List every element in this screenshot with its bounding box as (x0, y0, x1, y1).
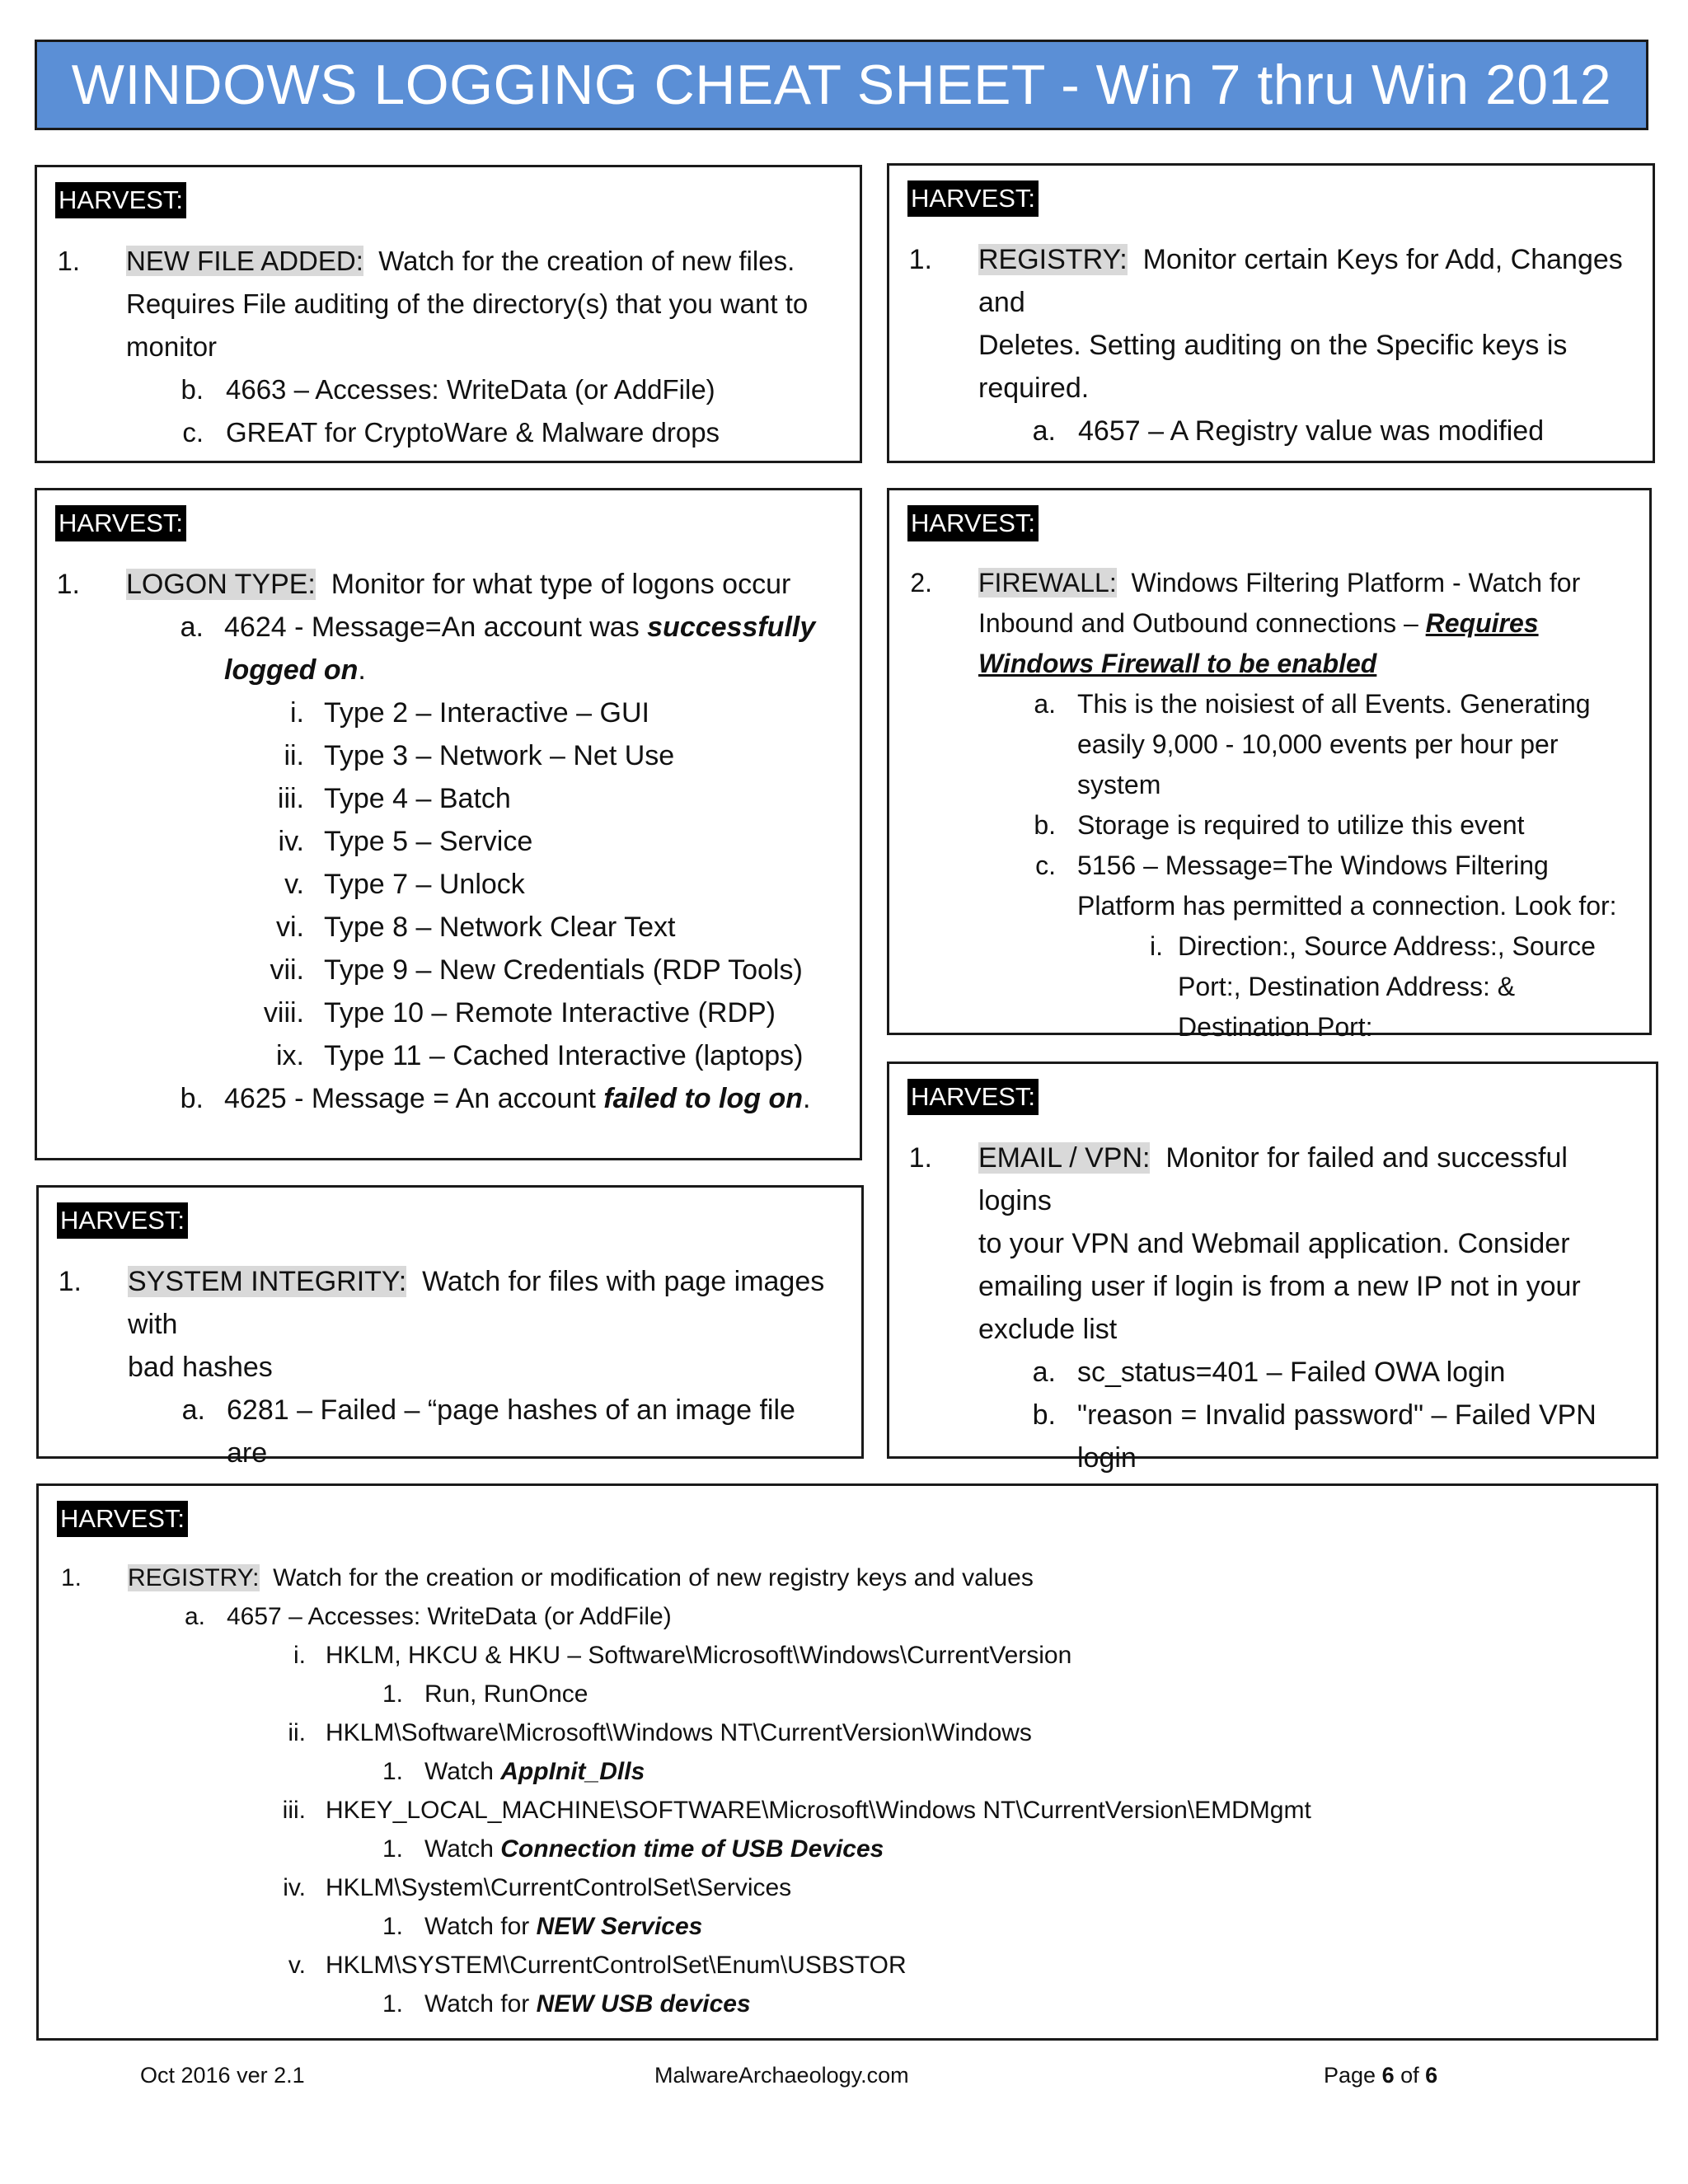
list-item: 1. NEW FILE ADDED: Watch for the creation of new files. Requires File auditing of the directory(s) that you want to monitor (57, 246, 809, 362)
page-title: WINDOWS LOGGING CHEAT SHEET - Win 7 thru Win 2012 (35, 40, 1648, 130)
logon-type-item: iii. Type 4 – Batch (277, 783, 511, 814)
harvest-label: HARVEST: (55, 505, 186, 541)
list (907, 238, 1634, 452)
harvest-box-system-integrity (36, 1185, 864, 1469)
section-heading: EMAIL / VPN: (978, 1142, 1151, 1174)
footer-site: MalwareArchaeology.com (654, 2063, 909, 2088)
list-item: b. 4625 - Message = An account failed to log on. (180, 1083, 811, 1114)
registry-key-list (57, 1636, 1638, 2023)
logon-type-item: i. Type 2 – Interactive – GUI (290, 697, 649, 729)
list-item: a. 4657 – A Registry value was modified (1032, 415, 1545, 447)
harvest-label: HARVEST: (907, 180, 1039, 217)
section-heading: FIREWALL: (978, 568, 1117, 598)
list (57, 1260, 843, 1517)
list (907, 1137, 1638, 1522)
section-heading: SYSTEM INTEGRITY: (128, 1266, 407, 1297)
section-heading: NEW FILE ADDED: (126, 246, 363, 276)
list-item: i. Direction:, Source Address:, Source Port:, Destination Address: & Destination Port: (1150, 931, 1596, 1042)
logon-type-list (55, 691, 842, 1077)
list-item: 1. REGISTRY: Watch for the creation or modification of new registry keys and values (60, 1564, 1034, 1591)
harvest-box-logon-type (35, 488, 862, 1160)
list-item: a. 4657 – Accesses: WriteData (or AddFile) (184, 1603, 672, 1630)
registry-key-item: ii. HKLM\Software\Microsoft\Windows NT\CurrentVersion\Windows (288, 1719, 1032, 1746)
list-item: a. 4624 - Message=An account was successfully logged on. (180, 612, 816, 686)
registry-key-item: i. HKLM, HKCU & HKU – Software\Microsoft\Windows\CurrentVersion (293, 1642, 1072, 1669)
registry-watch-item: 1. Watch Connection time of USB Devices (382, 1835, 884, 1863)
logon-type-item: iv. Type 5 – Service (278, 826, 533, 857)
harvest-label: HARVEST: (55, 182, 186, 218)
list-item: b. 4663 – Accesses: WriteData (or AddFile) (181, 374, 715, 405)
logon-type-item: vi. Type 8 – Network Clear Text (276, 912, 676, 943)
list-item: c. GREAT for CryptoWare & Malware drops (182, 417, 720, 448)
registry-key-item: v. HKLM\SYSTEM\CurrentControlSet\Enum\USBSTOR (288, 1952, 907, 1979)
harvest-box-registry-bottom (36, 1483, 1658, 2041)
registry-key-item: iv. HKLM\System\CurrentControlSet\Services (283, 1874, 792, 1901)
harvest-box-email-vpn (887, 1062, 1658, 1474)
harvest-box-firewall (887, 488, 1652, 1042)
registry-watch-item: 1. Run, RunOnce (382, 1680, 588, 1708)
harvest-box-new-file (35, 165, 862, 463)
list-item: c. 5156 – Message=The Windows Filtering Platform has permitted a connection. Look for: (1035, 851, 1617, 921)
registry-watch-item: 1. Watch AppInit_Dlls (382, 1758, 645, 1785)
list-item: a. 6281 – Failed – “page hashes of an image file are (181, 1394, 795, 1469)
harvest-box-registry-top (887, 163, 1655, 463)
footer-page: Page 6 of 6 (1324, 2063, 1438, 2088)
logon-type-item: ii. Type 3 – Network – Net Use (284, 740, 675, 771)
list-item: 2. FIREWALL: Windows Filtering Platform - Watch for Inbound and Outbound connections – Requires Windows Firewall to be enabled (910, 568, 1581, 678)
list-item: 1. LOGON TYPE: Monitor for what type of logons occur (56, 569, 791, 600)
section-heading: REGISTRY: (128, 1564, 260, 1591)
list-item: a. This is the noisiest of all Events. Generating easily 9,000 - 10,000 events per hour per system (1034, 689, 1591, 799)
registry-watch-item: 1. Watch for NEW USB devices (382, 1990, 751, 2018)
list (55, 240, 842, 454)
harvest-label: HARVEST: (907, 505, 1039, 541)
list-item: 1. SYSTEM INTEGRITY: Watch for files with page images with bad hashes (58, 1266, 825, 1383)
list (907, 563, 1631, 1047)
section-heading: REGISTRY: (978, 244, 1128, 275)
logon-type-item: vii. Type 9 – New Credentials (RDP Tools) (270, 954, 803, 986)
list-item: a. sc_status=401 – Failed OWA login (1032, 1357, 1506, 1388)
logon-type-item: viii. Type 10 – Remote Interactive (RDP) (263, 997, 776, 1029)
logon-type-item: ix. Type 11 – Cached Interactive (laptops) (276, 1040, 804, 1071)
list-item: b. Storage is required to utilize this event (1034, 810, 1525, 840)
registry-key-item: iii. HKEY_LOCAL_MACHINE\SOFTWARE\Microsoft\Windows NT\CurrentVersion\EMDMgmt (282, 1797, 1311, 1824)
footer-version: Oct 2016 ver 2.1 (140, 2063, 305, 2088)
list (55, 563, 842, 1120)
harvest-label: HARVEST: (57, 1501, 188, 1537)
section-heading: LOGON TYPE: (126, 569, 316, 600)
list-item: 1. EMAIL / VPN: Monitor for failed and successful logins to your VPN and Webmail application. Consider emailing user if login is from a new IP not in your exclude list (908, 1142, 1581, 1345)
registry-watch-item: 1. Watch for NEW Services (382, 1913, 703, 1940)
list-item: 1. REGISTRY: Monitor certain Keys for Add, Changes and Deletes. Setting auditing on the Specific keys is required. (908, 244, 1623, 404)
harvest-label: HARVEST: (907, 1079, 1039, 1115)
logon-type-item: v. Type 7 – Unlock (284, 869, 525, 900)
harvest-label: HARVEST: (57, 1202, 188, 1239)
list (57, 1558, 1638, 2023)
list-item: b. "reason = Invalid password" – Failed VPN login (1032, 1399, 1597, 1474)
